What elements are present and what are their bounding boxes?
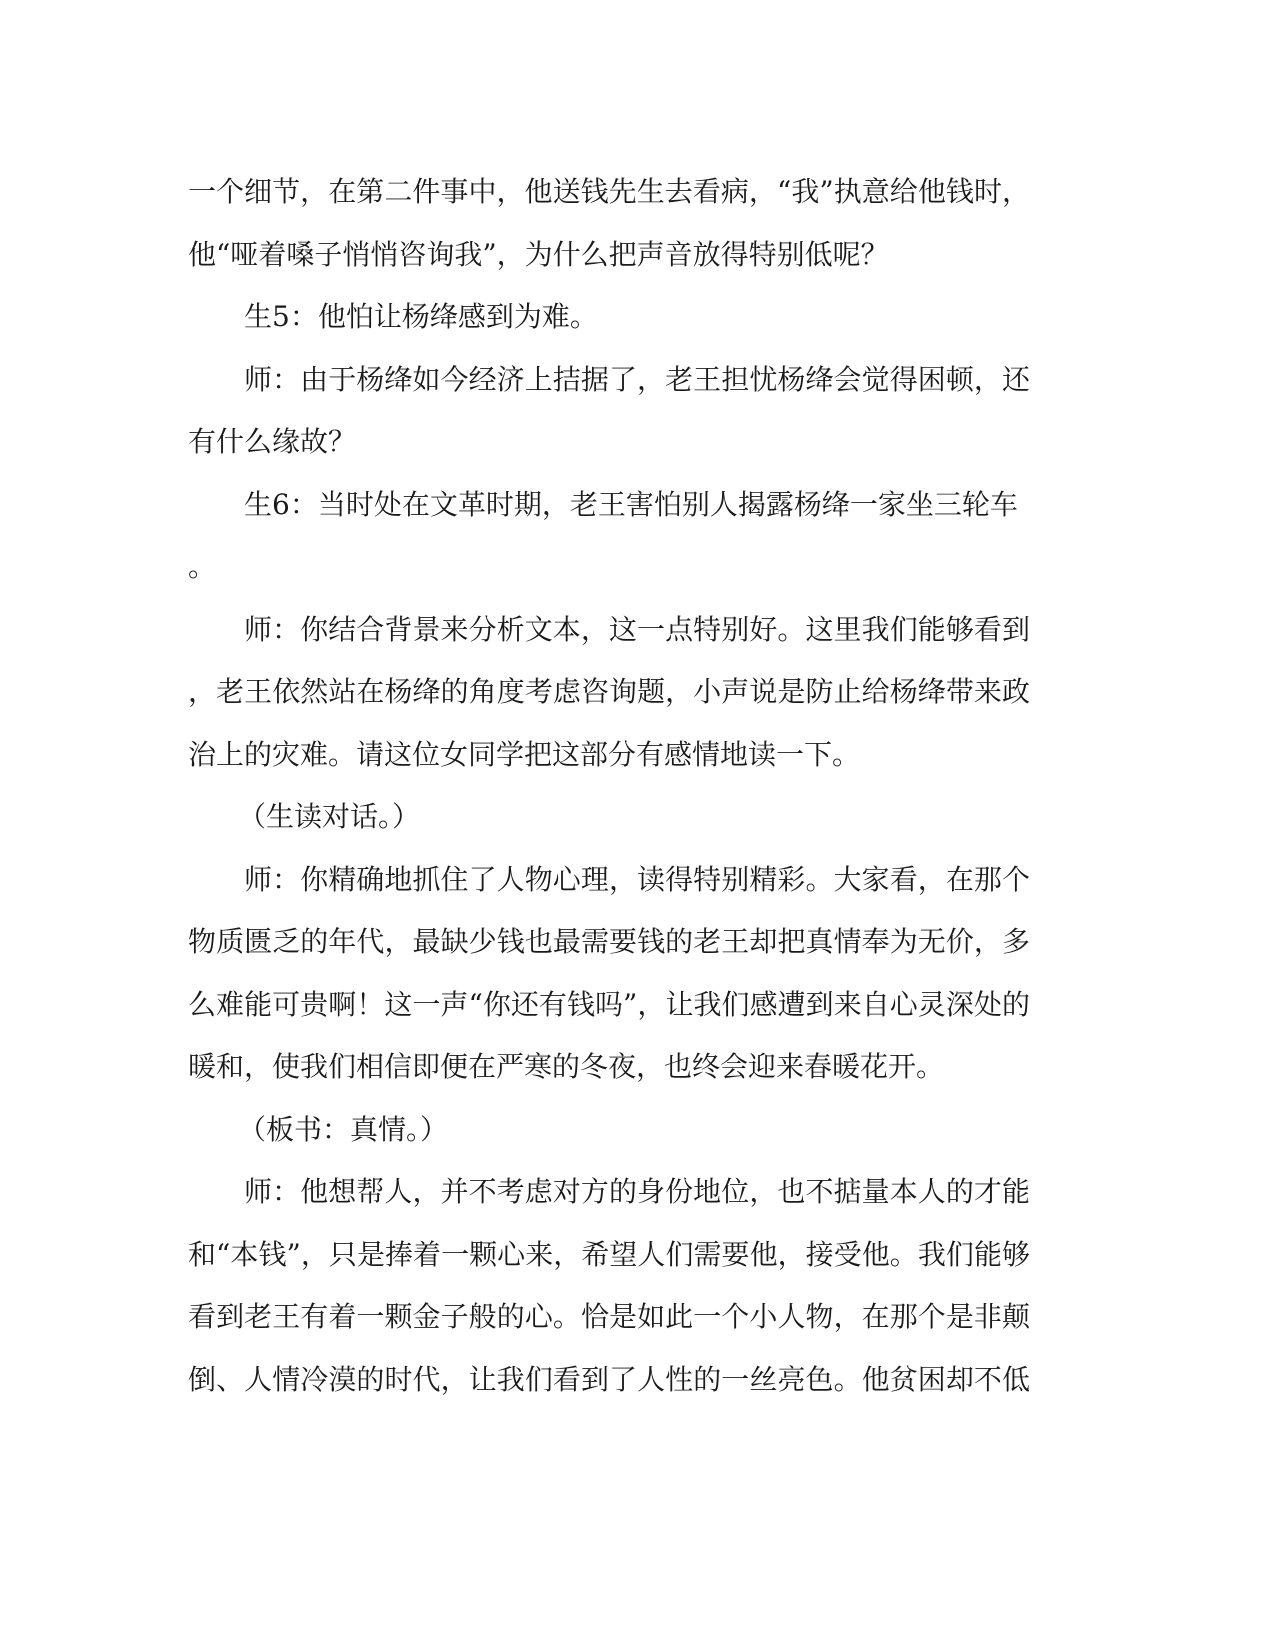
text-line: 物质匮乏的年代，最缺少钱也最需要钱的老王却把真情奉为无价，多 bbox=[188, 925, 1030, 958]
text-line: 师：你结合背景来分析文本，这一点特别好。这里我们能够看到 bbox=[244, 612, 1030, 646]
text-line: 治上的灾难。请这位女同学把这部分有感情地读一下。 bbox=[188, 737, 861, 771]
text-line: 暖和，使我们相信即便在严寒的冬夜，也终会迎来春暖花开。 bbox=[188, 1050, 945, 1083]
text-line: 和“本钱”，只是捧着一颗心来，希望人们需要他，接受他。我们能够 bbox=[188, 1237, 1030, 1271]
text-line: 师：你精确地抓住了人物心理，读得特别精彩。大家看，在那个 bbox=[244, 862, 1030, 896]
text-line: （生读对话。） bbox=[238, 800, 421, 833]
document-body bbox=[188, 161, 1030, 1411]
text-line: 师：他想帮人，并不考虑对方的身份地位，也不掂量本人的才能 bbox=[244, 1175, 1030, 1208]
text-line: （板书：真情。） bbox=[238, 1112, 449, 1146]
text-line: 生5：他怕让杨绛感到为难。 bbox=[244, 300, 598, 333]
text-line: 生6：当时处在文革时期，老王害怕别人揭露杨绛一家坐三轮车 bbox=[244, 487, 1018, 521]
text-line: 倒、人情冷漠的时代，让我们看到了人性的一丝亮色。他贫困却不低 bbox=[188, 1362, 1030, 1396]
text-line: 一个细节，在第二件事中，他送钱先生去看病，“我”执意给他钱时， bbox=[188, 175, 1030, 208]
text-line: ，老王依然站在杨绛的角度考虑咨询题，小声说是防止给杨绛带来政 bbox=[188, 675, 1030, 708]
text-line: 么难能可贵啊！这一声“你还有钱吗”，让我们感遭到来自心灵深处的 bbox=[188, 987, 1030, 1021]
text-line: 看到老王有着一颗金子般的心。恰是如此一个小人物，在那个是非颠 bbox=[188, 1300, 1030, 1333]
text-line: 师：由于杨绛如今经济上拮据了，老王担忧杨绛会觉得困顿，还 bbox=[244, 362, 1030, 396]
text-line: 。 bbox=[188, 550, 217, 583]
text-line: 他“哑着嗓子悄悄咨询我”，为什么把声音放得特别低呢？ bbox=[188, 237, 889, 271]
text-line: 有什么缘故？ bbox=[188, 425, 357, 458]
